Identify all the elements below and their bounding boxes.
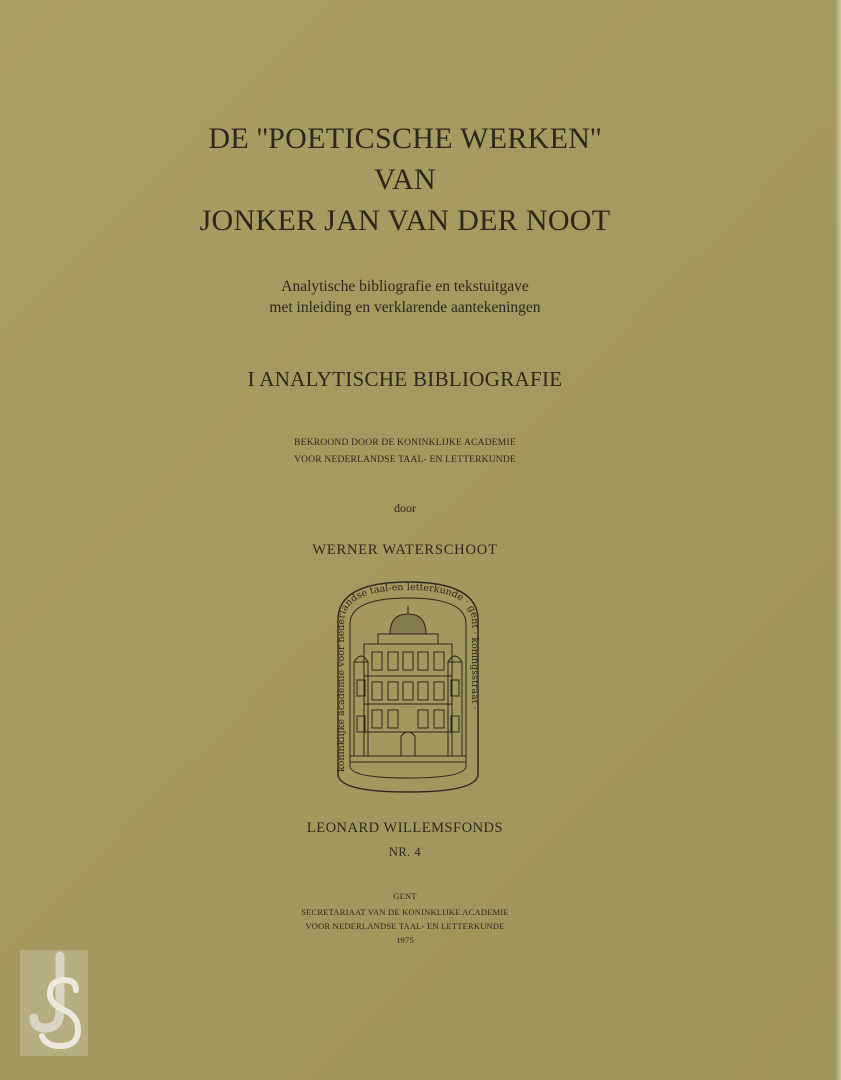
publisher-line-2: VOOR NEDERLANDSE TAAL- EN LETTERKUNDE <box>305 921 505 931</box>
award-line-2: VOOR NEDERLANDSE TAAL- EN LETTERKUNDE <box>294 455 516 465</box>
js-monogram-icon <box>20 950 88 1056</box>
subtitle-line-2: met inleiding en verklarende aantekeningen <box>269 299 541 316</box>
academy-building-seal-icon <box>324 576 492 798</box>
title-line-1: DE ''POETICSCHE WERKEN'' <box>208 122 602 155</box>
seal-ring-text: koninklijke academie voor nederlandse taal-en letterkunde · gent · koningsstraat · <box>335 581 481 772</box>
subtitle-line-1: Analytische bibliografie en tekstuitgave <box>281 278 529 295</box>
publisher-city: GENT <box>393 891 417 901</box>
title-line-2: VAN <box>373 163 437 196</box>
series-number: NR. 4 <box>388 845 422 859</box>
series-name: LEONARD WILLEMSFONDS <box>306 820 504 836</box>
title-line-3: JONKER JAN VAN DER NOOT <box>199 204 611 237</box>
part-title: I ANALYTISCHE BIBLIOGRAFIE <box>247 367 563 391</box>
publisher-line-1: SECRETARIAAT VAN DE KONINKLIJKE ACADEMIE <box>301 907 509 917</box>
author-name: WERNER WATERSCHOOT <box>312 542 498 558</box>
award-line-1: BEKROOND DOOR DE KONINKLIJKE ACADEMIE <box>294 438 516 448</box>
publication-year: 1975 <box>396 935 414 945</box>
by-label: door <box>394 501 416 515</box>
